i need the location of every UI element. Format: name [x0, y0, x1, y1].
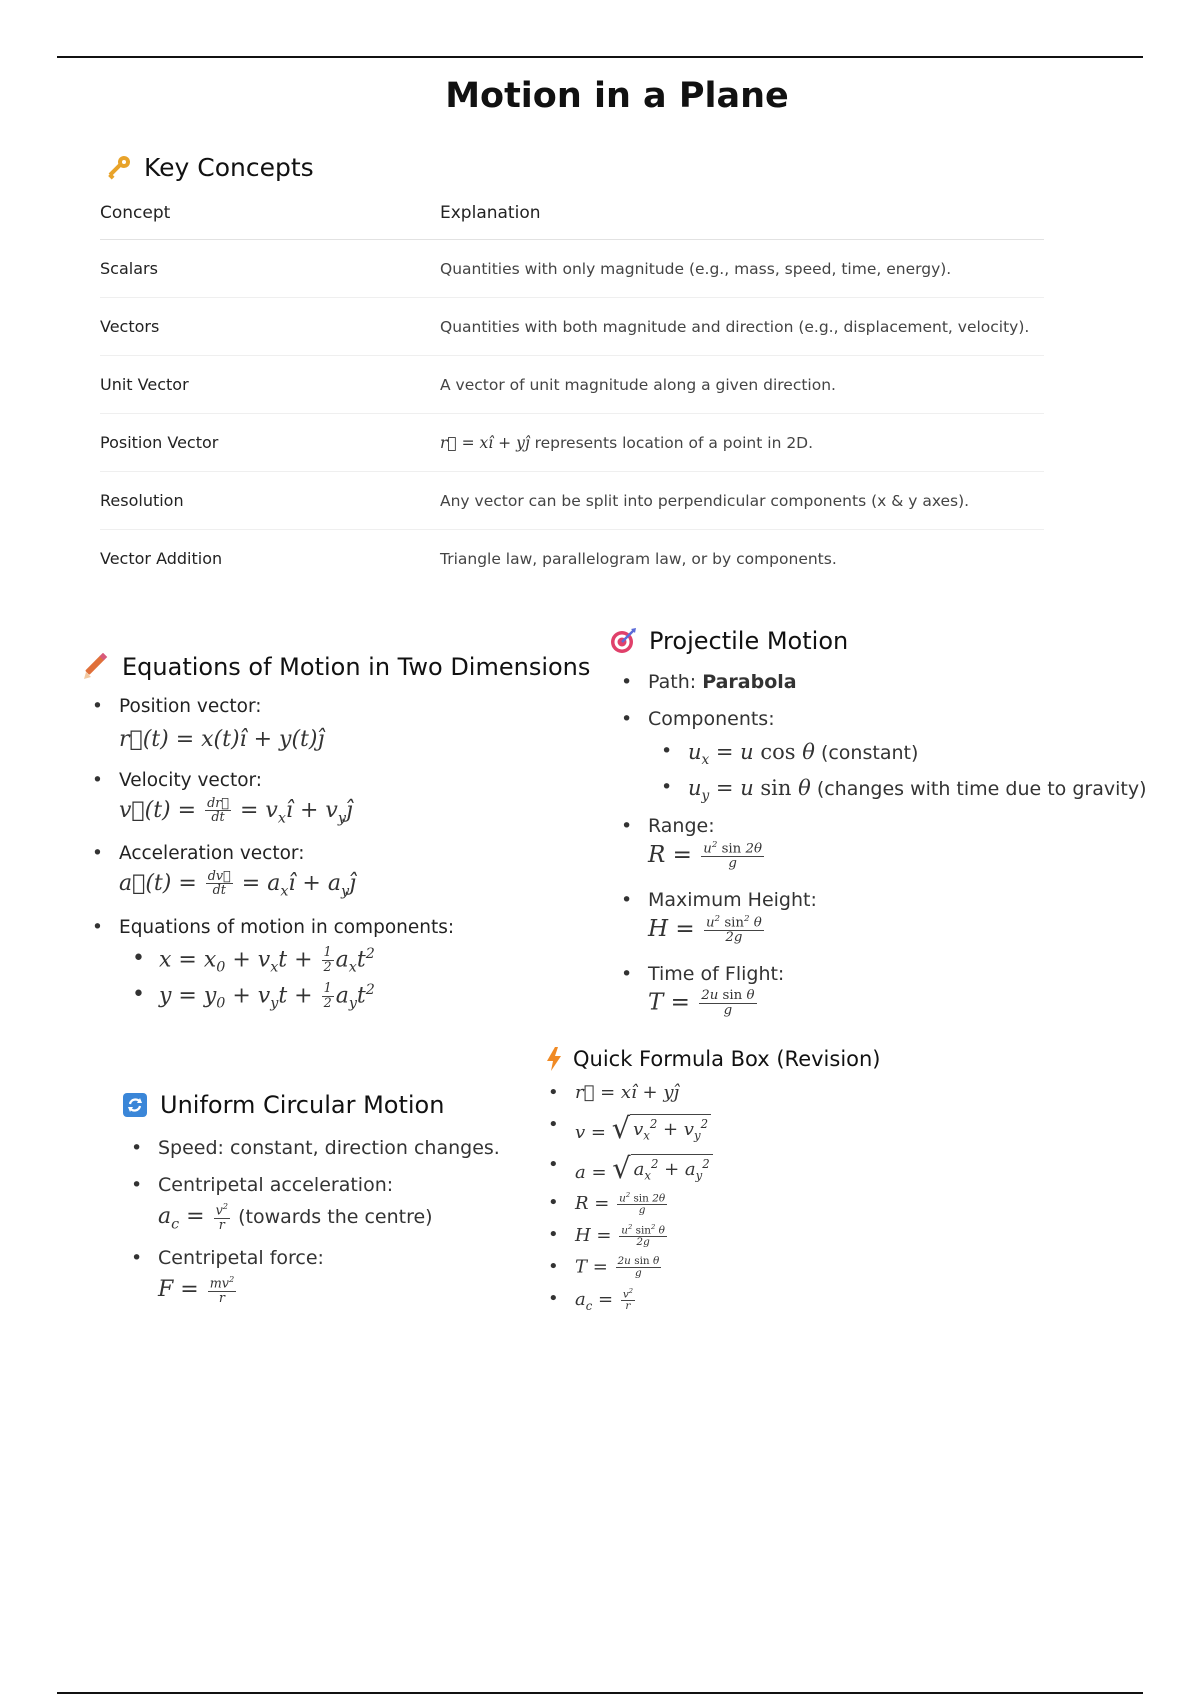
lightning-bolt-icon	[545, 1047, 563, 1071]
key-concepts-table	[100, 198, 1044, 587]
explanation-cell: Triangle law, parallelogram law, or by components.	[440, 549, 837, 568]
equations-heading	[82, 653, 590, 681]
quick-speed-formula: • v = √ $v_x^2 + v_y^2$	[575, 1114, 915, 1154]
equations-list	[119, 696, 589, 1010]
list-item-range	[648, 815, 1168, 889]
projectile-title: Projectile Motion	[649, 627, 849, 655]
pencil-icon	[82, 653, 110, 681]
concept-cell: Vector Addition	[100, 549, 223, 568]
table-row	[100, 530, 1044, 588]
cycle-arrows-icon	[122, 1092, 148, 1118]
list-item-height	[648, 889, 1168, 963]
top-rule	[57, 56, 1143, 58]
position-label: • Position vector:	[119, 696, 262, 717]
x-equation: • $x = x_0 + v_xt$ + $\frac{1}{2}$ $a_xt^2$	[159, 946, 629, 982]
list-item-path	[648, 671, 1168, 708]
explanation-cell: Any vector can be split into perpendicular components (x & y axes).	[440, 472, 1044, 530]
quick-formula-title: Quick Formula Box (Revision)	[573, 1047, 881, 1071]
concept-cell: Unit Vector	[100, 356, 440, 414]
quick-formula-heading	[545, 1047, 881, 1071]
list-item-speed: • Speed: constant, direction changes.	[158, 1137, 578, 1174]
velocity-formula: v⃗(t) = $\frac{dr⃗}{dt}$ = $v_xî$ + $v_yĵ$	[119, 796, 353, 827]
list-item-centripetal-force	[158, 1247, 578, 1321]
key-concepts-title: Key Concepts	[144, 153, 314, 182]
range-formula: R = $\frac{u^2 \sin 2\theta}{g}$	[648, 840, 763, 872]
position-vector-explanation: represents location of a point in 2D.	[534, 433, 814, 452]
position-formula: r⃗(t) = x(t)î + y(t)ĵ	[119, 727, 325, 752]
bottom-rule	[57, 1692, 1143, 1694]
projectile-components-sublist	[688, 740, 1200, 812]
circular-list	[158, 1137, 578, 1321]
table-row	[100, 298, 1044, 356]
quick-formula-list	[575, 1082, 915, 1320]
column-header-explanation: Explanation	[440, 198, 1044, 240]
key-concepts-heading	[104, 153, 314, 182]
table-row	[100, 356, 1044, 414]
table-header-row	[100, 198, 1044, 240]
height-label: • Maximum Height:	[648, 889, 817, 911]
explanation-cell: Quantities with only magnitude (e.g., mass, speed, time, energy).	[440, 240, 1044, 298]
equations-title: Equations of Motion in Two Dimensions	[122, 653, 591, 681]
list-item-position	[119, 696, 589, 770]
concept-cell: Scalars	[100, 240, 440, 298]
centripetal-acceleration-formula: $a_c$ = $\frac{v^2}{r}$	[158, 1201, 229, 1233]
centripetal-acceleration-label: • Centripetal acceleration:	[158, 1174, 394, 1196]
table-row	[100, 240, 1044, 298]
table-row	[100, 414, 1044, 472]
quick-height-formula: • H = $\frac{u^2 \sin^2 \theta}{2g}$	[575, 1224, 915, 1256]
components-label: • Equations of motion in components:	[119, 917, 455, 938]
components-sublist	[159, 946, 629, 1018]
concept-cell: Position Vector	[100, 414, 440, 472]
path-label: Path:	[648, 671, 703, 693]
uy-formula: $u_y = u$ sin θ	[688, 776, 811, 805]
quick-range-formula: • R = $\frac{u^2 \sin 2\theta}{g}$	[575, 1192, 915, 1224]
time-label: • Time of Flight:	[648, 963, 785, 985]
quick-centripetal-formula: • $a_c$ = $\frac{v^2}{r}$	[575, 1288, 915, 1320]
list-item-centripetal-acceleration	[158, 1174, 578, 1247]
explanation-cell: Quantities with both magnitude and direction (e.g., displacement, velocity).	[440, 298, 1044, 356]
circular-heading	[122, 1091, 444, 1119]
ux-item	[688, 740, 1200, 776]
range-label: • Range:	[648, 815, 715, 837]
quick-position-formula: • r⃗ = xî + yĵ	[575, 1082, 915, 1114]
quick-acceleration-formula: • a = √ $a_x^2 + a_y^2$	[575, 1154, 915, 1192]
quick-time-formula: • T = $\frac{\text{2u sin θ}}{g}$	[575, 1256, 915, 1288]
uy-note: (changes with time due to gravity)	[816, 778, 1147, 800]
list-item-time	[648, 963, 1168, 1037]
explanation-cell: A vector of unit magnitude along a given direction.	[440, 356, 1044, 414]
projectile-list	[648, 671, 1168, 1037]
column-header-concept: Concept	[100, 198, 440, 240]
uy-item	[688, 776, 1200, 812]
list-item-acceleration	[119, 843, 589, 917]
target-icon	[609, 627, 637, 655]
circular-title: Uniform Circular Motion	[160, 1091, 445, 1119]
projectile-heading	[609, 627, 848, 655]
centripetal-acceleration-note: (towards the centre)	[238, 1206, 433, 1229]
acceleration-label: • Acceleration vector:	[119, 843, 305, 864]
height-formula: H = $\frac{u^2 \sin^2 \theta}{2g}$	[648, 914, 762, 946]
velocity-label: • Velocity vector:	[119, 770, 263, 791]
time-formula: T = $\frac{\text{2u sin θ}}{g}$	[648, 988, 755, 1018]
concept-cell: Resolution	[100, 472, 440, 530]
table-row	[100, 472, 1044, 530]
concept-cell: Vectors	[100, 298, 440, 356]
list-item-components	[648, 708, 1168, 815]
y-equation: • $y = y_0 + v_yt$ + $\frac{1}{2}$ $a_yt^2$	[159, 982, 629, 1018]
explanation-cell	[440, 414, 1044, 472]
centripetal-force-label: • Centripetal force:	[158, 1247, 324, 1269]
centripetal-acceleration-formula-row	[158, 1202, 578, 1232]
position-vector-formula: r⃗ = xî + yĵ	[440, 433, 530, 452]
list-item-components	[119, 917, 589, 1010]
page-title: Motion in a Plane	[445, 76, 789, 116]
ux-note: (constant)	[820, 742, 919, 764]
list-item-velocity	[119, 770, 589, 843]
acceleration-formula: a⃗(t) = $\frac{dv⃗}{dt}$ = $a_xî$ + $a_yĵ$	[119, 869, 356, 900]
projectile-components-label: • Components:	[648, 708, 775, 730]
key-icon	[104, 154, 132, 182]
path-value: Parabola	[702, 671, 797, 693]
ux-formula: $u_x = u$ cos θ	[688, 740, 815, 769]
centripetal-force-formula: F = $\frac{mv^2}{r}$	[158, 1274, 235, 1306]
